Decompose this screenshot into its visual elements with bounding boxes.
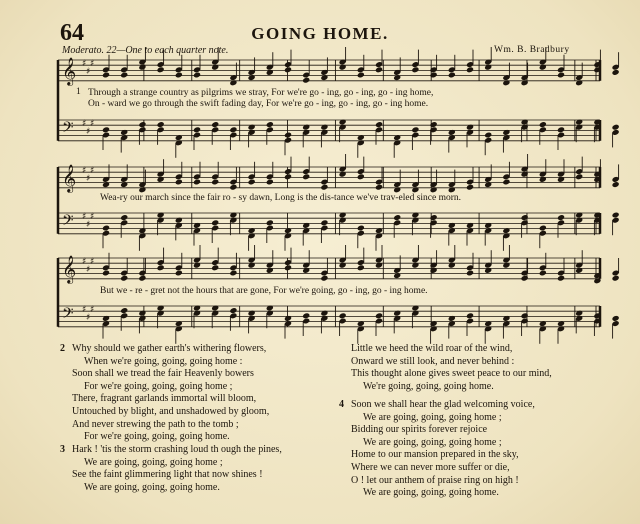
sharp-icon: ♯ bbox=[90, 166, 95, 176]
note-head bbox=[375, 66, 383, 73]
note-head bbox=[102, 126, 110, 133]
note-head bbox=[557, 214, 565, 221]
sharp-icon: ♯ bbox=[82, 257, 87, 267]
note-head bbox=[339, 312, 347, 319]
stanza-number: 2 bbox=[60, 343, 65, 354]
bass-clef-icon: 𝄢 bbox=[62, 212, 74, 233]
note-head bbox=[157, 66, 165, 73]
note-head bbox=[248, 179, 256, 186]
stanza-line: Soon we shall hear the glad welcoming voice, bbox=[351, 399, 535, 410]
note-head bbox=[557, 126, 565, 133]
note-head bbox=[302, 77, 310, 84]
sharp-icon: ♯ bbox=[86, 127, 91, 137]
note-head bbox=[102, 72, 110, 79]
treble-clef-icon: 𝄞 bbox=[62, 255, 77, 283]
note-head bbox=[448, 72, 456, 79]
stanza-line: We are going, going, going home ; bbox=[84, 456, 223, 468]
note-head bbox=[466, 270, 474, 277]
note-head bbox=[229, 126, 237, 133]
treble-clef-icon: 𝄞 bbox=[62, 57, 77, 85]
sharp-icon: ♯ bbox=[86, 313, 91, 323]
note-head bbox=[211, 219, 219, 226]
sharp-icon: ♯ bbox=[90, 305, 95, 315]
note-head bbox=[284, 132, 292, 139]
note-head bbox=[612, 275, 620, 282]
note-head bbox=[284, 264, 292, 271]
lyric-line: On - ward we go through the swift fading day, For we're go - ing, go - ing, go - ing home. bbox=[88, 99, 429, 109]
note-head bbox=[193, 179, 201, 186]
tempo-marking: Moderato. 22—One to each quarter note. bbox=[62, 45, 229, 56]
note-head bbox=[484, 132, 492, 139]
note-head bbox=[575, 173, 583, 180]
note-head bbox=[284, 173, 292, 180]
sharp-icon: ♯ bbox=[86, 67, 91, 77]
stanza-line: We are going, going, going home ; bbox=[363, 411, 502, 423]
note-head bbox=[229, 270, 237, 277]
note-head bbox=[557, 72, 565, 79]
stanza-line: There, fragrant garlands immortal will bloom, bbox=[72, 393, 257, 405]
note-head bbox=[320, 275, 328, 282]
stanza-line: Untouched by blight, and unshadowed by gloom, bbox=[72, 405, 270, 417]
stanza-line: When we're going, going, going home : bbox=[84, 355, 243, 367]
composer-credit: Wm. B. Bradbury bbox=[494, 45, 570, 55]
note-head bbox=[102, 270, 110, 277]
note-head bbox=[557, 275, 565, 282]
note-head bbox=[357, 264, 365, 271]
page-number: 64 bbox=[60, 20, 84, 46]
sharp-icon: ♯ bbox=[82, 166, 87, 176]
note-head bbox=[612, 69, 620, 76]
stanza-line: And never strewing the path to the tomb ; bbox=[72, 418, 239, 430]
note-head bbox=[175, 179, 183, 186]
stanza-number: 4 bbox=[339, 399, 344, 410]
sharp-icon: ♯ bbox=[90, 119, 95, 129]
stanza-line: For we're going, going, going home. bbox=[84, 431, 230, 443]
note-head bbox=[175, 270, 183, 277]
note-head bbox=[229, 307, 237, 314]
sharp-icon: ♯ bbox=[82, 59, 87, 69]
note-head bbox=[320, 219, 328, 226]
stanza-line: We are going, going, going home. bbox=[84, 481, 220, 493]
note-head bbox=[357, 72, 365, 79]
stanza-line: Hark ! 'tis the storm crashing loud th ough the pines, bbox=[72, 444, 282, 455]
stanza-line: Soon shall we tread the fair Heavenly bowers bbox=[72, 368, 254, 380]
lyric-line: But we - re - gret not the hours that are gone, For we're going, go - ing, go - ing home. bbox=[100, 286, 428, 296]
sharp-icon: ♯ bbox=[90, 59, 95, 69]
stanza-line: For we're going, going, going home ; bbox=[84, 380, 233, 392]
note-head bbox=[375, 121, 383, 128]
note-head bbox=[466, 184, 474, 191]
sharp-icon: ♯ bbox=[86, 220, 91, 230]
note-head bbox=[502, 179, 510, 186]
note-head bbox=[120, 307, 128, 314]
stanza-line: Onward we still look, and never behind : bbox=[351, 355, 515, 367]
stanza-line: We're going, going, going home. bbox=[363, 380, 494, 392]
note-head bbox=[102, 225, 110, 232]
note-head bbox=[211, 264, 219, 271]
note-head bbox=[466, 312, 474, 319]
note-head bbox=[375, 312, 383, 319]
note-head bbox=[138, 121, 146, 128]
lyric-line: Wea-ry our march since the fair ro - sy dawn, Long is the dis-tance we've trav-eled since morn. bbox=[100, 193, 462, 203]
stanza-line: Bidding our spirits forever rejoice bbox=[351, 424, 488, 436]
note-head bbox=[466, 66, 474, 73]
note-head bbox=[411, 66, 419, 73]
note-head bbox=[539, 225, 547, 232]
note-head bbox=[302, 312, 310, 319]
note-head bbox=[612, 181, 620, 188]
lyric-line: Through a strange country as pilgrims we stray, For we're go - ing, go - ing, go - ing home, bbox=[88, 88, 434, 98]
sharp-icon: ♯ bbox=[86, 265, 91, 275]
bass-clef-icon: 𝄢 bbox=[62, 305, 74, 326]
note-head bbox=[266, 219, 274, 226]
hymn-title: GOING HOME. bbox=[251, 24, 389, 43]
note-head bbox=[539, 270, 547, 277]
sharp-icon: ♯ bbox=[90, 257, 95, 267]
stanza-3-continued bbox=[351, 343, 552, 393]
note-head bbox=[612, 124, 620, 131]
note-head bbox=[357, 225, 365, 232]
stanza-line: We are going, going, going home ; bbox=[363, 436, 502, 448]
stanza-line: O ! let our anthem of praise ring on high ! bbox=[351, 474, 519, 486]
note-head bbox=[193, 126, 201, 133]
sharp-icon: ♯ bbox=[86, 174, 91, 184]
note-head bbox=[120, 275, 128, 282]
sharp-icon: ♯ bbox=[82, 212, 87, 222]
note-head bbox=[211, 179, 219, 186]
stanza-line: This thought alone gives sweet peace to our mind, bbox=[351, 368, 552, 380]
note-head bbox=[284, 66, 292, 73]
sharp-icon: ♯ bbox=[90, 212, 95, 222]
bass-clef-icon: 𝄢 bbox=[62, 119, 74, 140]
note-head bbox=[357, 173, 365, 180]
note-head bbox=[266, 179, 274, 186]
stanza-2 bbox=[60, 343, 270, 444]
note-head bbox=[120, 214, 128, 221]
note-head bbox=[375, 184, 383, 191]
stanza-line: See the faint glimmering light that now shines ! bbox=[72, 469, 263, 481]
stanza-3 bbox=[60, 444, 282, 494]
note-head bbox=[302, 173, 310, 180]
treble-clef-icon: 𝄞 bbox=[62, 164, 77, 192]
stanza-4 bbox=[339, 399, 535, 500]
note-head bbox=[539, 121, 547, 128]
note-head bbox=[320, 184, 328, 191]
sharp-icon: ♯ bbox=[82, 119, 87, 129]
stanza-line: We are going, going, going home. bbox=[363, 487, 499, 499]
note-head bbox=[138, 275, 146, 282]
sharp-icon: ♯ bbox=[82, 305, 87, 315]
stanza-number: 3 bbox=[60, 444, 65, 455]
note-head bbox=[393, 214, 401, 221]
stanza-line: Little we heed the wild roar of the wind, bbox=[351, 343, 513, 354]
note-head bbox=[411, 126, 419, 133]
note-head bbox=[612, 315, 620, 322]
stanza-line: Home to our mansion prepared in the sky, bbox=[351, 449, 519, 461]
stanza-line: Where we can never more suffer or die, bbox=[351, 461, 510, 473]
note-head bbox=[157, 121, 165, 128]
verse-number: 1 bbox=[76, 87, 81, 97]
note-head bbox=[612, 212, 620, 219]
note-head bbox=[229, 184, 237, 191]
note-head bbox=[157, 264, 165, 271]
note-head bbox=[211, 121, 219, 128]
note-head bbox=[175, 72, 183, 79]
note-head bbox=[120, 72, 128, 79]
stanza-line: Why should we gather earth's withering flowers, bbox=[72, 343, 267, 354]
note-head bbox=[266, 121, 274, 128]
note-head bbox=[193, 72, 201, 79]
